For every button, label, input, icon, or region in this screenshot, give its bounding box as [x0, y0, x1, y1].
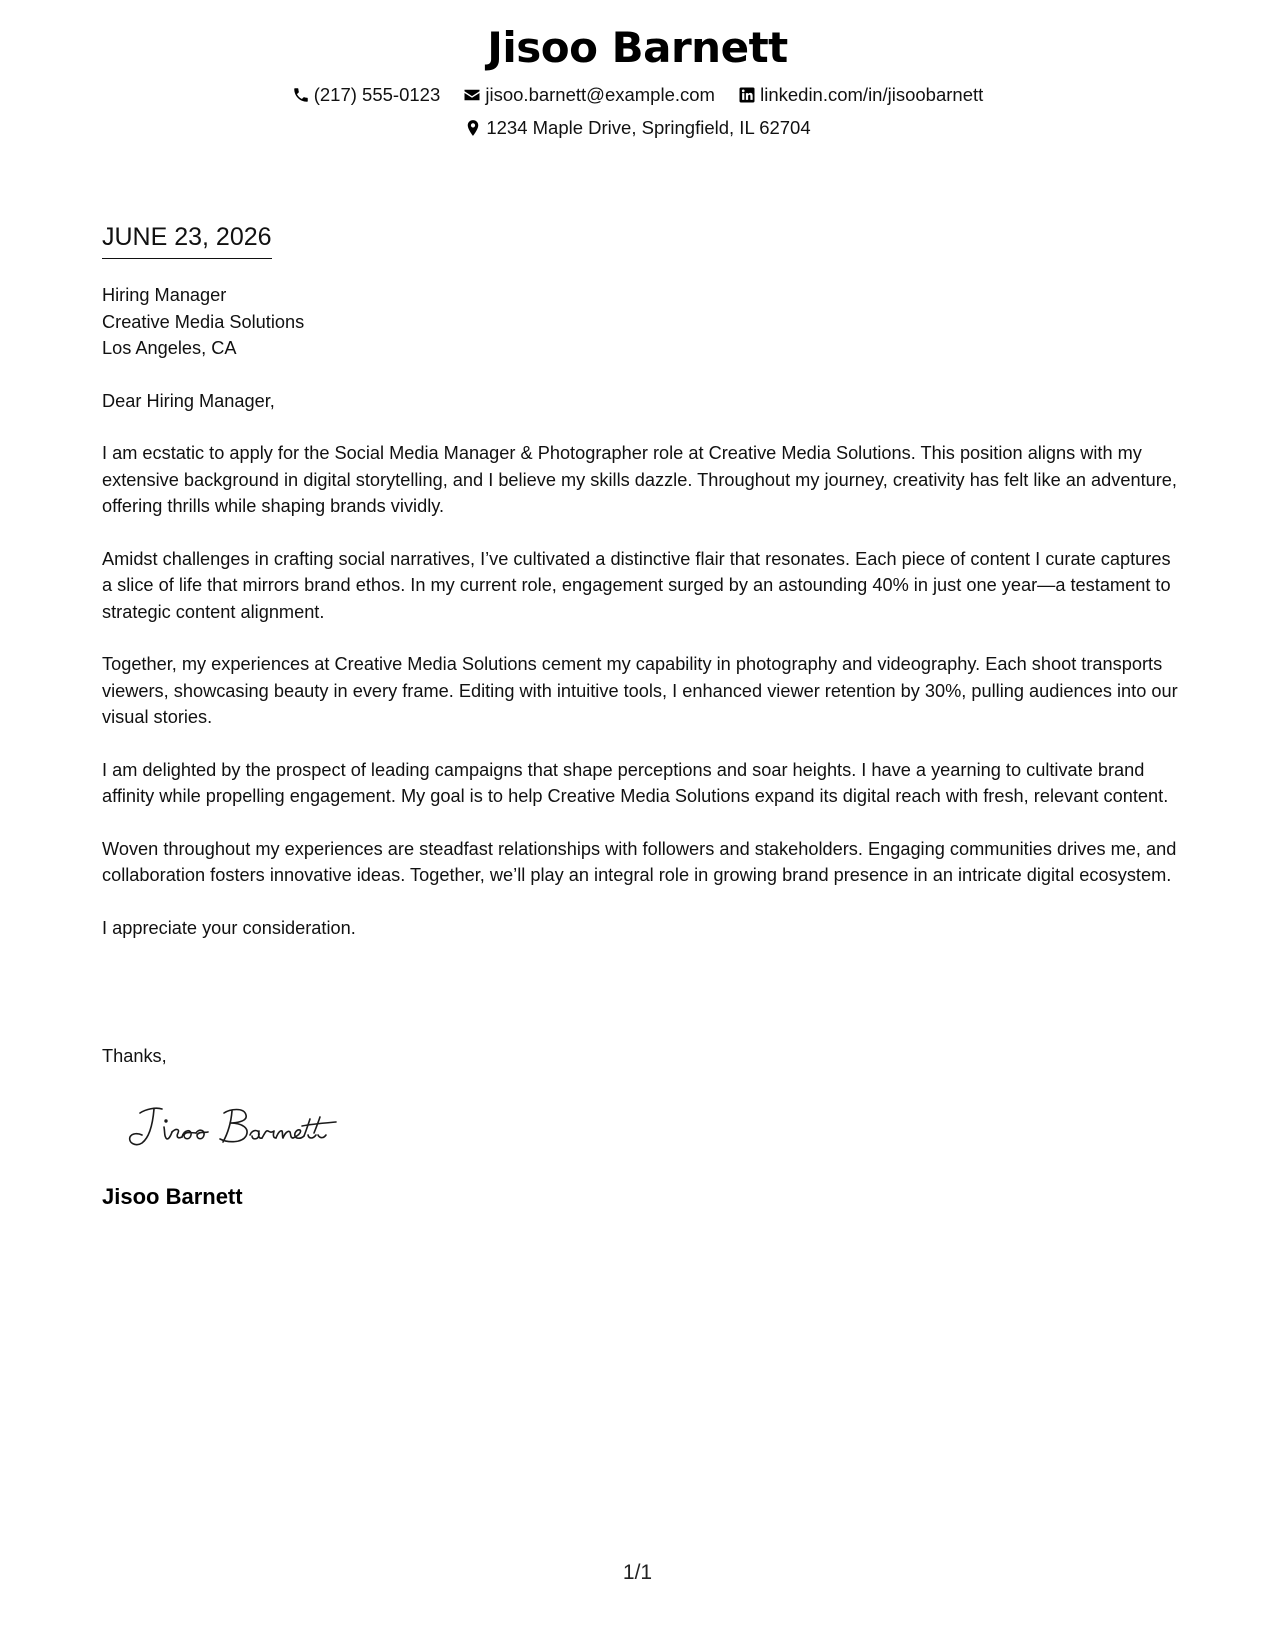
closing-sentence: I appreciate your consideration. — [102, 917, 356, 938]
recipient-company: Creative Media Solutions — [102, 311, 305, 332]
letter-date: JUNE 23, 2026 — [102, 222, 272, 259]
street-address: 1234 Maple Drive, Springfield, IL 62704 — [486, 117, 811, 138]
email-address: jisoo.barnett@example.com — [485, 84, 715, 105]
contact-line-primary — [0, 80, 1275, 113]
recipient-block — [102, 282, 1182, 362]
paragraph-5: Woven throughout my experiences are steadfast relationships with followers and stakeholders. Engaging communities drives me, and collaboration fosters innovative ideas. Together, we’ll play an integral role in growing brand presence in an intricate digital ecosystem. — [102, 838, 1177, 885]
contact-phone — [292, 80, 441, 110]
contact-line-address — [0, 113, 1275, 146]
letter-body — [102, 282, 1182, 967]
linkedin-icon — [738, 86, 756, 104]
contact-address — [464, 113, 810, 143]
applicant-name: Jisoo Barnett — [487, 23, 788, 72]
handwritten-signature — [120, 1095, 350, 1155]
closing: Thanks, — [102, 1046, 167, 1066]
phone-icon — [292, 86, 310, 104]
paragraph-2: Amidst challenges in crafting social narratives, I’ve cultivated a distinctive flair that resonates. Each piece of content I curate captures a slice of life that mirrors brand ethos. In my current role, engagement surged by an astounding 40% in just one year—a testament to strategic content alignment. — [102, 548, 1171, 622]
letter-header — [0, 20, 1275, 146]
recipient-title: Hiring Manager — [102, 285, 227, 305]
recipient-location: Los Angeles, CA — [102, 338, 237, 358]
paragraph-4: I am delighted by the prospect of leading campaigns that shape perceptions and soar heights. I have a yearning to cultivate brand affinity while propelling engagement. My goal is to help Creative Media Solutions expand its digital reach with fresh, relevant content. — [102, 759, 1169, 806]
salutation: Dear Hiring Manager, — [102, 390, 275, 411]
envelope-icon — [463, 86, 481, 104]
paragraph-1: I am ecstatic to apply for the Social Media Manager & Photographer role at Creative Media Solutions. This position aligns with my extensive background in digital storytelling, and I believe my skills dazzle. Throughout my journey, creativity has felt like an adventure, offering thrills while shaping brands vividly. — [102, 443, 1177, 516]
signer-name: Jisoo Barnett — [102, 1184, 243, 1209]
paragraph-3: Together, my experiences at Creative Media Solutions cement my capability in photography and videography. Each shoot transports viewers, showcasing beauty in every frame. Editing with intuitive tools, I enhanced viewer retention by 30%, pulling audiences into our visual stories. — [102, 654, 1178, 727]
phone-number: (217) 555-0123 — [313, 84, 441, 105]
contact-email — [463, 80, 715, 110]
contact-linkedin — [738, 80, 983, 110]
linkedin-url: linkedin.com/in/jisoobarnett — [760, 84, 984, 105]
map-pin-icon — [464, 119, 482, 137]
page-number: 1/1 — [622, 1561, 653, 1584]
